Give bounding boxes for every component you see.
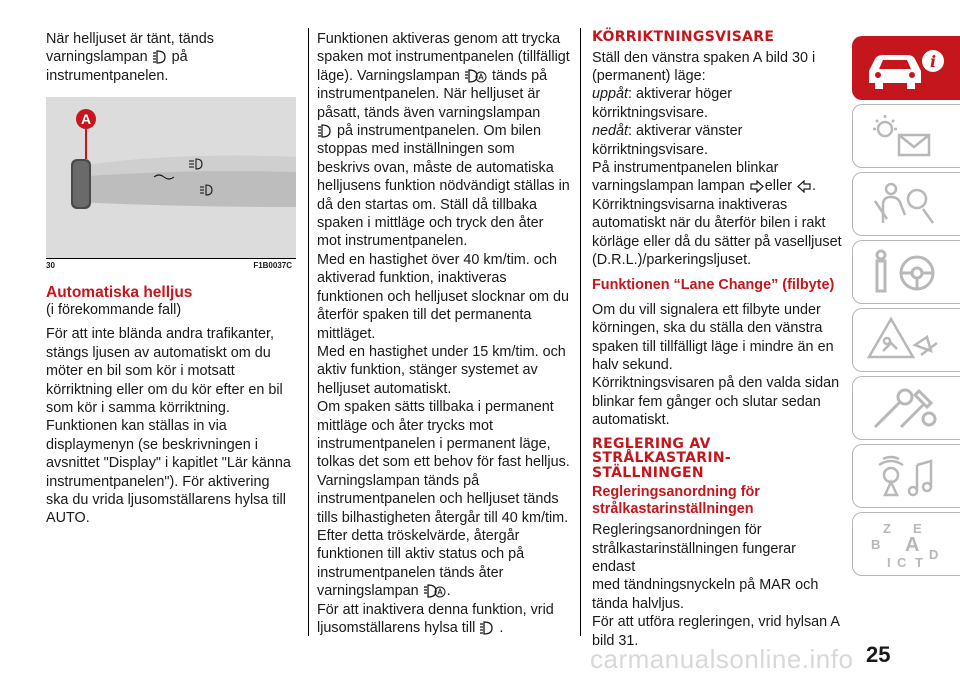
text-line: Körriktningsvisaren på den valda sidan — [592, 375, 840, 392]
subsection-heading: Regleringsanordning för strålkastarinställningen — [592, 484, 760, 518]
text-line: Om du vill signalera ett filbyte under — [592, 301, 821, 318]
figure-caption — [46, 258, 296, 272]
multimedia-icon — [861, 451, 951, 501]
text-line: som kör i samma körriktning. — [46, 400, 230, 417]
text-line: ska du vrida ljusomställarens hylsa till — [46, 492, 286, 509]
auto-high-beam-icon — [465, 69, 487, 83]
car-info-icon — [861, 43, 951, 93]
index-letter: I — [887, 555, 891, 570]
index-letter: C — [897, 555, 907, 570]
column-middle: Funktionen aktiveras genom att trycka spaken mot instrumentpanelen (tillfälligt läge). Varningslampan tänds på instrumentpanelen. När helljuset är påsatt, tänds även varningslampan på instrumentpanelen. Om bilen stoppas med inställningen som beskrivs ovan, måste de automatiska helljusens funktion nödvändigt ställas in då den startas om. Ställ då tillbaka spaken i mittläge och tryck den åter mot instrumentpanelen. Med en hastighet över 40 km/tim. och aktiverad funktion, inaktiveras funktionen och helljuset slocknar om du återför spaken till det permanenta mittläget. Med en hastighet under 15 km/tim. och aktiv funktion, stänger systemet av helljuset automatiskt. Om spaken sätts tillbaka i permanent mittläge och åter trycks mot instrumentpanelen i permanent läge, tolkas det som ett behov för fast helljus. Varningslampan tänds på instrumentpanelen och helljuset tänds tills bilhastigheten återgår till 40 km/tim. Efter detta tröskelvärde, återgår funktionen till aktiv status och på instrumentpanelen tänds åter varningslampan . För att inaktivera denna funktion, vrid ljusomställarens hylsa till . — [317, 30, 572, 637]
text-line: halv sekund. — [592, 357, 673, 373]
section-subheading: (i förekommande fall) — [46, 302, 182, 318]
column-right: KÖRRIKTNINGSVISARE Ställ den vänstra spaken A bild 30 i (permanent) läge: uppåt: aktiverar höger körriktningsvisare. nedåt: aktiverar vänster körriktningsvisare. På instrumentpanelen blinkar varningslampan lampan eller . Körriktningsvisarna inaktiveras automatiskt när du återför bilen i rakt körläge eller då du sätter på vaselljuset (D.R.L.)/parkeringsljuset. Funktionen “Lane Change” (filbyte) Om du vill signalera ett filbyte under körningen, ska du ställa den vänstra spaken till tillfälligt läge i mindre än en halv sekund. Körriktningsvisaren på den valda sidan blinkar fem gånger och slutar sedan automatiskt. REGLERING AV STRÅLKASTARIN- STÄLLNINGEN Regleringsanordning för strålkastarinställningen Regleringsanordningen för strålkastarinställningen fungerar endast med tändningsnyckeln på MAR och tända halvljus. För att utföra regleringen, vrid hylsan A bild 31. — [592, 29, 842, 649]
text-line: stängs ljusen av automatiskt om du — [46, 344, 271, 361]
tab-safety[interactable] — [852, 172, 960, 236]
column-divider — [580, 28, 581, 636]
text-line: tolkas det som ett behov för fast helljus. — [317, 454, 570, 471]
paragraph-block — [317, 140, 572, 582]
index-letter: D — [929, 547, 939, 562]
tab-warning-lights[interactable] — [852, 104, 960, 168]
text-line: För att inte blända andra trafikanter, — [46, 326, 274, 343]
stalk-illustration — [46, 97, 296, 258]
text-line: med tändningsnyckeln på MAR och — [592, 577, 819, 594]
text-line: mittläge och åter trycks mot — [317, 417, 493, 434]
column-left: När helljuset är tänt, tänds varningslampan på instrumentpanelen. — [46, 30, 296, 85]
chapter-tabs — [852, 36, 960, 580]
index-letter: T — [915, 555, 923, 570]
text-line: stoppas med inställningen som — [317, 141, 515, 158]
index-letter: Z — [883, 521, 891, 536]
text-line: tills bilhastigheten återgår till 40 km/tim. — [317, 509, 569, 526]
tab-index[interactable] — [852, 512, 960, 576]
road-emergency-icon — [861, 315, 951, 365]
section-heading: KÖRRIKTNINGSVISARE — [592, 29, 775, 45]
text-line: körriktning eller om du kör efter en bil — [46, 381, 283, 398]
text-line: Funktionen kan ställas in via — [46, 418, 227, 435]
high-beam-warning-icon — [153, 50, 171, 64]
paragraph: När helljuset är tänt, tänds — [46, 31, 214, 47]
text-line: beskrivs ovan, måste de automatiska — [317, 159, 554, 176]
text-line: mittläget. — [317, 325, 376, 342]
text-line: För att utföra regleringen, vrid hylsan A — [592, 614, 840, 631]
alphabetical-index-icon — [861, 519, 951, 575]
tab-driving[interactable] — [852, 240, 960, 304]
safety-airbag-icon — [861, 179, 951, 229]
section-heading: Funktionen “Lane Change” (filbyte) — [592, 277, 835, 294]
text-line: tända halvljus. — [592, 595, 685, 612]
text-line: Med en hastighet under 15 km/tim. och — [317, 343, 566, 360]
right-arrow-icon — [750, 180, 764, 193]
text-line: displaymenyn (se beskrivningen i — [46, 436, 258, 453]
text-line: Om spaken sätts tillbaka i permanent — [317, 399, 554, 416]
text-line: Körriktningsvisarna inaktiveras — [592, 196, 788, 213]
text-line: funktionen till aktiv status och på — [317, 546, 525, 563]
tab-emergency[interactable] — [852, 308, 960, 372]
auto-highbeam-section — [46, 285, 296, 528]
text-line: instrumentpanelen"). För aktivering — [46, 473, 270, 490]
text-line: avsnittet "Display" i kapitlet "Lär känna — [46, 455, 291, 472]
text-line: blinkar fem gånger och slutar sedan — [592, 393, 821, 410]
index-letter: E — [913, 521, 922, 536]
tab-car-info[interactable] — [852, 36, 960, 100]
text-line: spaken i mittläge och tryck den åter — [317, 215, 544, 232]
column-divider — [308, 28, 309, 636]
section-heading: Automatiska helljus — [46, 284, 193, 301]
text-line: mot instrumentpanelen. — [317, 233, 468, 250]
watermark: carmanualsonline.info — [590, 644, 854, 674]
text-line: Med en hastighet över 40 km/tim. och — [317, 251, 557, 268]
figure-steering-column-stalk — [46, 97, 296, 258]
text-line: (permanent) läge: — [592, 67, 706, 84]
text-line: återför spaken till det permanenta — [317, 307, 532, 324]
paragraph: varningslampan på — [46, 49, 188, 66]
text-line: automatiskt. — [592, 412, 670, 429]
text-line: bild 31. — [592, 632, 639, 649]
figure-code: F1B0037C — [253, 261, 292, 270]
text-line: funktionen och helljuset slocknar om du — [317, 288, 569, 305]
text-line: helljusens funktion nödvändigt ställas in — [317, 178, 570, 195]
section-heading-block: REGLERING AV STRÅLKASTARIN- STÄLLNINGEN — [592, 435, 731, 481]
text-line: automatiskt när du återför bilen i rakt — [592, 215, 826, 232]
text-line: Regleringsanordningen för — [592, 522, 762, 539]
text-line: aktiv funktion, stänger systemet av — [317, 362, 538, 379]
tab-maintenance[interactable] — [852, 376, 960, 440]
text-line: aktiverad funktion, inaktiveras — [317, 270, 507, 287]
text-line: instrumentpanelen tänds åter — [317, 564, 504, 581]
section-body — [46, 325, 296, 527]
text-line: instrumentpanelen och helljuset tänds — [317, 491, 559, 508]
text-line: körningen, ska du ställa den vänstra — [592, 320, 823, 337]
text-line: instrumentpanelen i permanent läge, — [317, 435, 551, 452]
steering-wheel-icon — [861, 247, 951, 297]
left-arrow-icon — [797, 180, 811, 193]
maintenance-tools-icon — [861, 383, 951, 433]
page-number: 25 — [866, 642, 891, 667]
text-line: helljuset automatiskt. — [317, 380, 452, 397]
text-line: Ställ den vänstra spaken A bild 30 i — [592, 49, 816, 66]
text-line: (D.R.L.)/parkeringsljuset. — [592, 251, 752, 268]
text-line: körläge eller då du sätter på vaselljuset — [592, 233, 842, 250]
tab-multimedia[interactable] — [852, 444, 960, 508]
text-line: Varningslampan tänds på — [317, 472, 480, 489]
text-line: spaken till tillfälligt läge i mindre än en — [592, 338, 834, 355]
figure-number: 30 — [46, 261, 55, 270]
auto-high-beam-icon — [424, 584, 446, 598]
text-line: strålkastarinställningen fungerar endast — [592, 540, 796, 575]
marker-a: A — [80, 111, 92, 127]
high-beam-warning-icon — [318, 124, 336, 138]
svg-text:i: i — [929, 52, 937, 71]
text-line: då den startas om. Ställ då tillbaka — [317, 196, 537, 213]
index-letter: A — [905, 534, 920, 556]
text-line: möter en bil som kör i motsatt — [46, 363, 235, 380]
index-letter: B — [871, 537, 881, 552]
text-line: AUTO. — [46, 510, 90, 527]
high-beam-warning-icon — [480, 621, 498, 635]
warning-lights-icon — [861, 111, 951, 161]
text-line: Efter detta tröskelvärde, återgår — [317, 527, 520, 544]
